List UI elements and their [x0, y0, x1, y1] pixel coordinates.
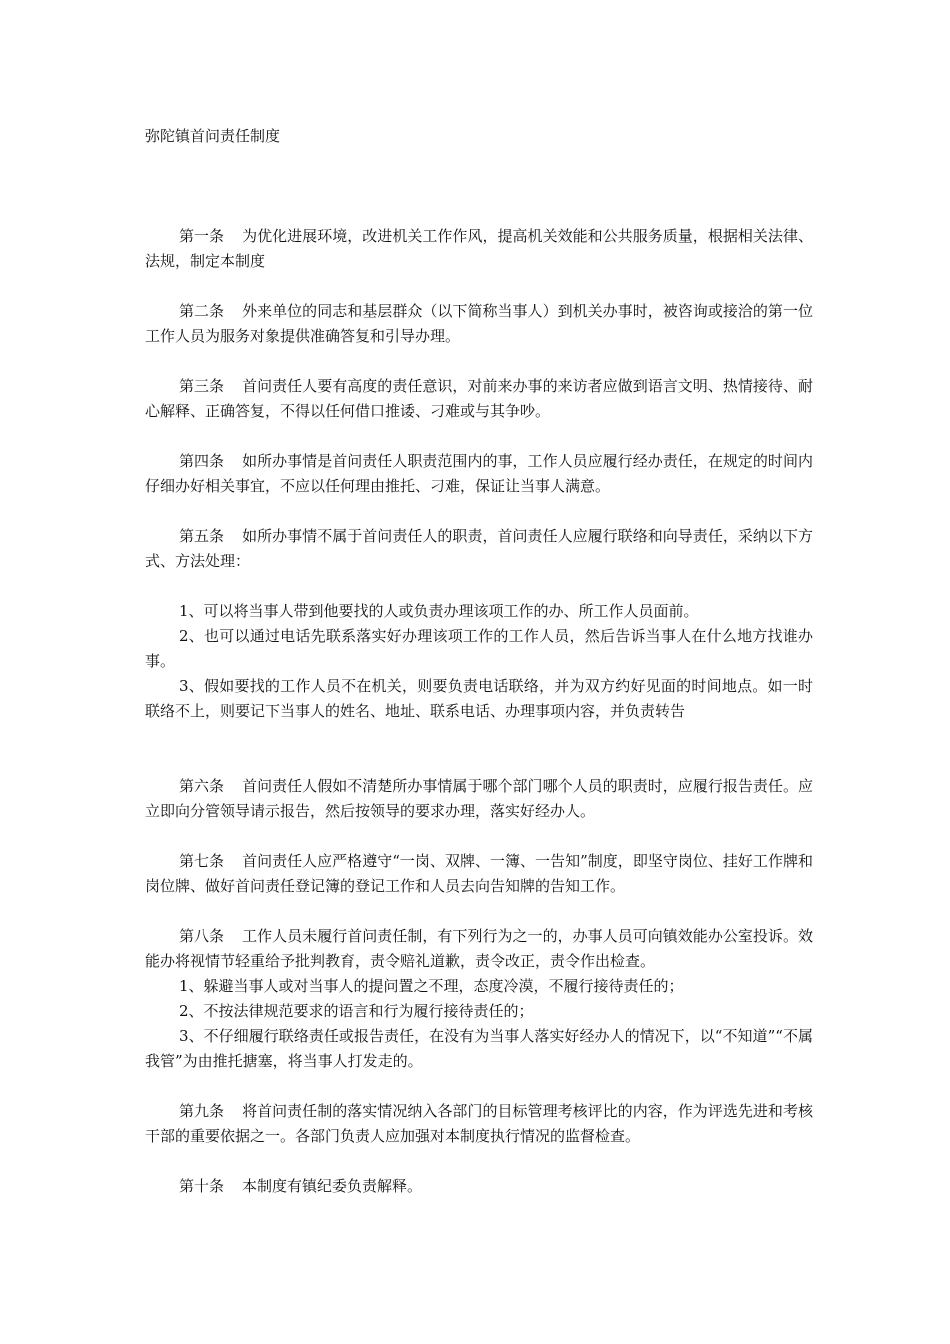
list-item: 3、假如要找的工作人员不在机关，则要负责电话联络，并为双方约好见面的时间地点。如一时联络不上，则要记下当事人的姓名、地址、联系电话、办理事项内容，并负责转告 — [145, 677, 813, 720]
article-text: 为优化进展环境，改进机关工作作风，提高机关效能和公共服务质量，根据相关法律、法规，制定本制度 — [145, 227, 813, 270]
article-label: 第三条 — [179, 377, 225, 395]
article-label: 第八条 — [179, 927, 225, 945]
article-7 — [145, 849, 813, 899]
article-label: 第一条 — [179, 227, 225, 245]
article-text: 工作人员未履行首问责任制，有下列行为之一的，办事人员可向镇效能办公室投诉。效能办将视情节轻重给予批判教育，责令赔礼道歉，责令改正，责令作出检查。 — [145, 927, 813, 970]
article-5 — [145, 524, 813, 574]
list-item: 2、也可以通过电话先联系落实好办理该项工作的工作人员，然后告诉当事人在什么地方找谁办事。 — [145, 627, 813, 670]
article-label: 第四条 — [179, 452, 225, 470]
article-2 — [145, 299, 813, 349]
article-6 — [145, 774, 813, 824]
article-label: 第二条 — [179, 302, 225, 320]
article-label: 第六条 — [179, 777, 225, 795]
article-5-items — [145, 599, 813, 724]
article-text: 如所办事情是首问责任人职责范围内的事，工作人员应履行经办责任，在规定的时间内仔细办好相关事宜，不应以任何理由推托、刁难，保证让当事人满意。 — [145, 452, 813, 495]
document-body — [145, 224, 813, 1224]
article-4 — [145, 449, 813, 499]
list-item: 3、不仔细履行联络责任或报告责任，在没有为当事人落实好经办人的情况下，以“不知道”“不属我管”为由推托搪塞，将当事人打发走的。 — [145, 1027, 813, 1070]
article-text: 本制度有镇纪委负责解释。 — [242, 1177, 423, 1195]
article-label: 第七条 — [179, 852, 225, 870]
article-text: 外来单位的同志和基层群众（以下简称当事人）到机关办事时，被咨询或接洽的第一位工作人员为服务对象提供准确答复和引导办理。 — [145, 302, 813, 345]
article-10 — [145, 1174, 813, 1199]
list-item: 1、躲避当事人或对当事人的提问置之不理，态度冷漠，不履行接待责任的； — [179, 977, 684, 995]
article-1 — [145, 224, 813, 274]
article-text: 将首问责任制的落实情况纳入各部门的目标管理考核评比的内容，作为评选先进和考核干部的重要依据之一。各部门负责人应加强对本制度执行情况的监督检查。 — [145, 1102, 813, 1145]
article-label: 第十条 — [179, 1177, 225, 1195]
article-8 — [145, 924, 813, 974]
document-title: 弥陀镇首问责任制度 — [145, 127, 281, 145]
article-3 — [145, 374, 813, 424]
article-text: 首问责任人假如不清楚所办事情属于哪个部门哪个人员的职责时，应履行报告责任。应立即向分管领导请示报告，然后按领导的要求办理，落实好经办人。 — [145, 777, 813, 820]
article-label: 第九条 — [179, 1102, 225, 1120]
list-item: 2、不按法律规范要求的语言和行为履行接待责任的； — [179, 1002, 534, 1020]
article-9 — [145, 1099, 813, 1149]
article-text: 首问责任人应严格遵守“一岗、双牌、一簿、一告知”制度，即坚守岗位、挂好工作牌和岗位牌、做好首问责任登记簿的登记工作和人员去向告知牌的告知工作。 — [145, 852, 813, 895]
article-label: 第五条 — [179, 527, 225, 545]
article-text: 如所办事情不属于首问责任人的职责，首问责任人应履行联络和向导责任，采纳以下方式、方法处理： — [145, 527, 813, 570]
list-item: 1、可以将当事人带到他要找的人或负责办理该项工作的办、所工作人员面前。 — [179, 602, 699, 620]
article-text: 首问责任人要有高度的责任意识，对前来办事的来访者应做到语言文明、热情接待、耐心解释、正确答复，不得以任何借口推诿、刁难或与其争吵。 — [145, 377, 813, 420]
article-8-items — [145, 974, 813, 1074]
